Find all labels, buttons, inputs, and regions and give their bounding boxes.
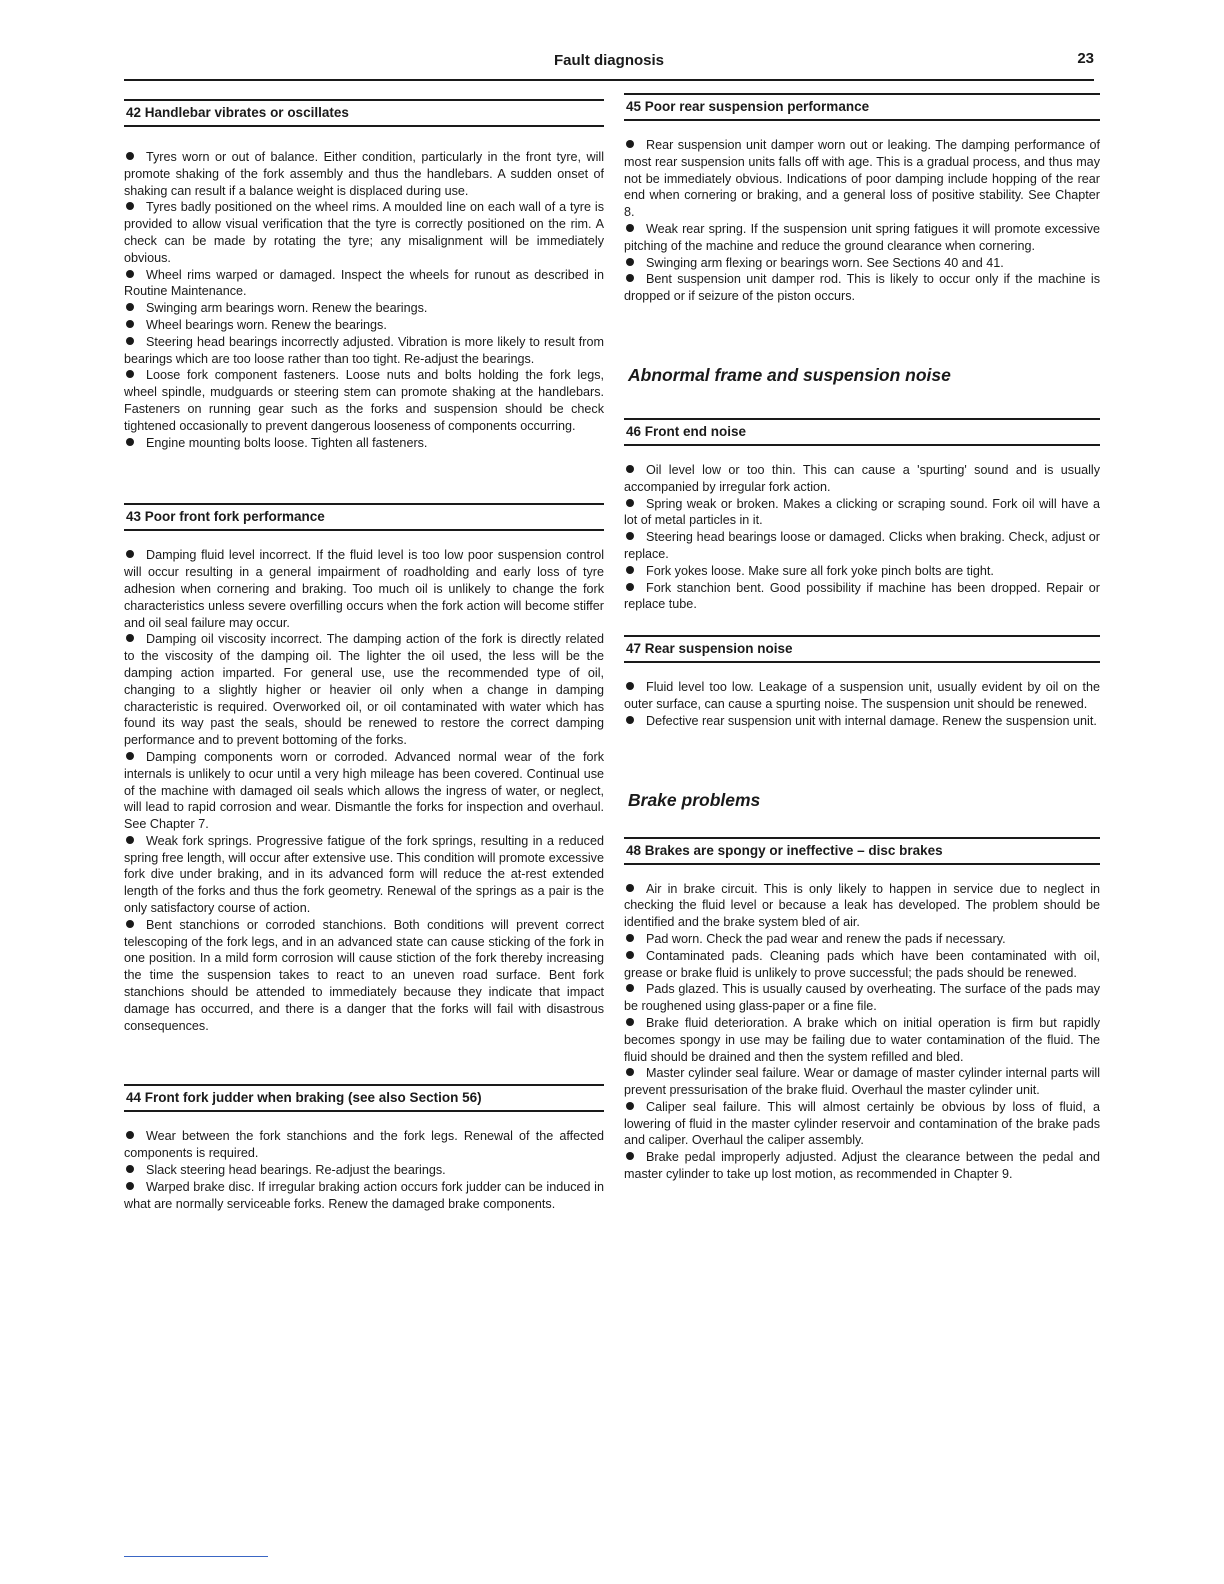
list-item: Fork yokes loose. Make sure all fork yoke pinch bolts are tight.: [624, 563, 1100, 580]
section-47: [624, 635, 1100, 729]
list-item: Brake pedal improperly adjusted. Adjust the clearance between the pedal and master cylinder to take up lost motion, as recommended in Chapter 9.: [624, 1150, 1100, 1182]
section-heading: 44 Front fork judder when braking (see also Section 56): [124, 1084, 604, 1112]
list-item: Bent suspension unit damper rod. This is likely to occur only if the machine is dropped or if seizure of the piston occurs.: [624, 272, 1100, 304]
list-item: Brake fluid deterioration. A brake which on initial operation is firm but rapidly becomes spongy in use may be failing due to water contamination of the fluid. The fluid should be drained and then the system refilled and bled.: [624, 1015, 1100, 1064]
list-item: Damping fluid level incorrect. If the fluid level is too low poor suspension control will occur resulting in a general impairment of roadholding and early loss of tyre adhesion when cornering and braking. Too much oil is unlikely to change the fork characteristics unless severe overfilling occurs when the fork action will become stiffer and oil seal failure may occur.: [124, 548, 604, 630]
section-heading: 46 Front end noise: [624, 418, 1100, 446]
bullet-icon: [626, 984, 634, 992]
list-item: Bent stanchions or corroded stanchions. Both conditions will prevent correct telescoping of the fork legs, and in an advanced state can cause sticking of the fork in one position. In a mild form corrosion will cause stiction of the fork thereby increasing the time the suspension takes to react to an uneven road surface. Bent fork stanchions should be attended to immediately because they indicate that impact damage has occurred, and there is a danger that the forks will fail with disastrous consequences.: [124, 917, 604, 1033]
bullet-icon: [126, 550, 134, 558]
list-item: Wheel rims warped or damaged. Inspect the wheels for runout as described in Routine Maintenance.: [124, 267, 604, 299]
bullet-icon: [126, 1165, 134, 1173]
section-heading: 43 Poor front fork performance: [124, 503, 604, 531]
section-heading: 42 Handlebar vibrates or oscillates: [124, 99, 604, 127]
list-item: Tyres worn or out of balance. Either condition, particularly in the front tyre, will promote shaking of the fork assembly and thus the handlebars. A sudden onset of shaking can result if a balance weight is displaced during use.: [124, 150, 604, 198]
bullet-icon: [626, 716, 634, 724]
bullet-icon: [126, 337, 134, 345]
bullet-icon: [626, 1152, 634, 1160]
bullet-icon: [626, 566, 634, 574]
bullet-icon: [126, 920, 134, 928]
bullet-icon: [126, 320, 134, 328]
running-title: Fault diagnosis: [553, 52, 664, 69]
list-item: Swinging arm flexing or bearings worn. See Sections 40 and 41.: [624, 255, 1100, 272]
section-48: [624, 837, 1100, 1183]
list-item: Contaminated pads. Cleaning pads which have been contaminated with oil, grease or brake fluid is unlikely to prove successful; the pads should be renewed.: [624, 948, 1100, 980]
list-item: Rear suspension unit damper worn out or leaking. The damping performance of most rear suspension units falls off with age. This is a gradual process, and thus may not be immediately obvious. Indications of poor damping include hopping of the rear end when cornering or braking, and a general loss of positive stability. See Chapter 8.: [624, 138, 1100, 220]
bullet-icon: [626, 532, 634, 540]
section-body: [624, 881, 1100, 1183]
footnote-rule: [124, 1556, 268, 1557]
bullet-icon: [626, 499, 634, 507]
list-item: Pad worn. Check the pad wear and renew the pads if necessary.: [624, 931, 1100, 948]
bullet-icon: [626, 258, 634, 266]
list-item: Air in brake circuit. This is only likely to happen in service due to neglect in checking the fluid level or because a leak has developed. The problem should be identified and the brake system bled of air.: [624, 881, 1100, 930]
list-item: Slack steering head bearings. Re-adjust the bearings.: [124, 1162, 604, 1179]
right-column: [624, 93, 1100, 1183]
list-item: Warped brake disc. If irregular braking action occurs fork judder can be induced in what are normally serviceable forks. Renew the damaged brake components.: [124, 1179, 604, 1211]
section-body: [624, 137, 1100, 305]
header-rule: [124, 79, 1094, 81]
list-item: Oil level low or too thin. This can cause a 'spurting' sound and is usually accompanied by irregular fork action.: [624, 462, 1100, 494]
section-body: [124, 547, 604, 1034]
bullet-icon: [626, 682, 634, 690]
bullet-icon: [626, 224, 634, 232]
list-item: Weak fork springs. Progressive fatigue of the fork springs, resulting in a reduced spring free length, will occur after extensive use. This condition will promote excessive fork dive under braking, and in its advanced form will reduce the at-rest extended length of the forks and thus the fork geometry. Renewal of the springs as a pair is the only satisfactory course of action.: [124, 833, 604, 916]
list-item: Fluid level too low. Leakage of a suspension unit, usually evident by oil on the outer surface, can cause a spurting noise. The suspension unit should be renewed.: [624, 680, 1100, 711]
list-item: Master cylinder seal failure. Wear or damage of master cylinder internal parts will prevent pressurisation of the brake fluid. Overhaul the master cylinder unit.: [624, 1066, 1100, 1098]
section-44: [124, 1084, 604, 1212]
list-item: Steering head bearings incorrectly adjusted. Vibration is more likely to result from bearings which are too loose rather than too tight. Re-adjust the bearings.: [124, 334, 604, 366]
bullet-icon: [126, 752, 134, 760]
bullet-icon: [626, 140, 634, 148]
group-heading-frame-noise: Abnormal frame and suspension noise: [628, 364, 951, 385]
page-number: 23: [1077, 50, 1094, 67]
list-item: Engine mounting bolts loose. Tighten all fasteners.: [124, 435, 604, 452]
section-43: [124, 503, 604, 1034]
bullet-icon: [126, 152, 134, 160]
list-item: Swinging arm bearings worn. Renew the bearings.: [124, 300, 604, 317]
group-heading-brake-problems: Brake problems: [628, 789, 761, 810]
bullet-icon: [126, 370, 134, 378]
list-item: Weak rear spring. If the suspension unit spring fatigues it will promote excessive pitching of the machine and reduce the ground clearance when cornering.: [624, 221, 1100, 253]
list-item: Fork stanchion bent. Good possibility if machine has been dropped. Repair or replace tube.: [624, 580, 1100, 612]
section-body: [124, 149, 604, 451]
bullet-icon: [626, 1102, 634, 1110]
list-item: Damping components worn or corroded. Advanced normal wear of the fork internals is unlikely to ocur until a very high mileage has been covered. Continual use of the machine with damaged oil seals which allows the ingress of water, or neglect, will lead to rapid corrosion and wear. Dismantle the forks for inspection and overhaul. See Chapter 7.: [124, 749, 604, 832]
bullet-icon: [126, 303, 134, 311]
list-item: Pads glazed. This is usually caused by overheating. The surface of the pads may be roughened using glass-paper or a fine file.: [624, 982, 1100, 1014]
bullet-icon: [126, 1131, 134, 1139]
section-45: [624, 93, 1100, 305]
section-body: [624, 462, 1100, 613]
list-item: Defective rear suspension unit with internal damage. Renew the suspension unit.: [624, 713, 1100, 730]
left-column: [124, 99, 604, 1212]
section-heading: 47 Rear suspension noise: [624, 635, 1100, 663]
list-item: Spring weak or broken. Makes a clicking or scraping sound. Fork oil will have a lot of metal particles in it.: [624, 496, 1100, 528]
section-46: [624, 418, 1100, 613]
list-item: Wheel bearings worn. Renew the bearings.: [124, 317, 604, 334]
section-42: [124, 99, 604, 451]
bullet-icon: [626, 884, 634, 892]
bullet-icon: [626, 583, 634, 591]
list-item: Steering head bearings loose or damaged. Clicks when braking. Check, adjust or replace.: [624, 530, 1100, 561]
bullet-icon: [626, 934, 634, 942]
section-body: [124, 1128, 604, 1212]
section-heading: 45 Poor rear suspension performance: [624, 93, 1100, 121]
list-item: Tyres badly positioned on the wheel rims. A moulded line on each wall of a tyre is provided to allow visual verification that the tyre is correctly positioned on the rim. A check can be made by rotating the tyre; any misalignment will be immediately obvious.: [124, 200, 604, 265]
running-header: [124, 50, 1094, 76]
bullet-icon: [626, 274, 634, 282]
bullet-icon: [126, 202, 134, 210]
list-item: Loose fork component fasteners. Loose nuts and bolts holding the fork legs, wheel spindle, mudguards or steering stem can promote shaking at the handlebars. Fasteners on running gear such as the forks and suspension should be check tightened occasionally to prevent dangerous looseness of components occurring.: [124, 368, 604, 433]
bullet-icon: [126, 634, 134, 642]
bullet-icon: [126, 836, 134, 844]
bullet-icon: [626, 1068, 634, 1076]
list-item: Caliper seal failure. This will almost certainly be obvious by loss of fluid, a lowering of fluid in the master cylinder reservoir and contamination of the brake pads and caliper. Overhaul the caliper assembly.: [624, 1099, 1100, 1148]
list-item: Damping oil viscosity incorrect. The damping action of the fork is directly related to the viscosity of the damping oil. The lighter the oil used, the less will be the damping action imparted. For general use, use the recommended type of oil, changing to a slightly higher or heavier oil only when a change in damping characteristic is required. Overworked oil, or oil contaminated with water which has found its way past the seals, should be renewed to restore the correct damping performance and to prevent bottoming of the forks.: [124, 632, 604, 748]
bullet-icon: [626, 1018, 634, 1026]
bullet-icon: [626, 465, 634, 473]
bullet-icon: [126, 438, 134, 446]
bullet-icon: [126, 270, 134, 278]
section-body: [624, 679, 1100, 729]
bullet-icon: [626, 951, 634, 959]
bullet-icon: [126, 1182, 134, 1190]
list-item: Wear between the fork stanchions and the fork legs. Renewal of the affected components is required.: [124, 1129, 604, 1161]
section-heading: 48 Brakes are spongy or ineffective – disc brakes: [624, 837, 1100, 865]
